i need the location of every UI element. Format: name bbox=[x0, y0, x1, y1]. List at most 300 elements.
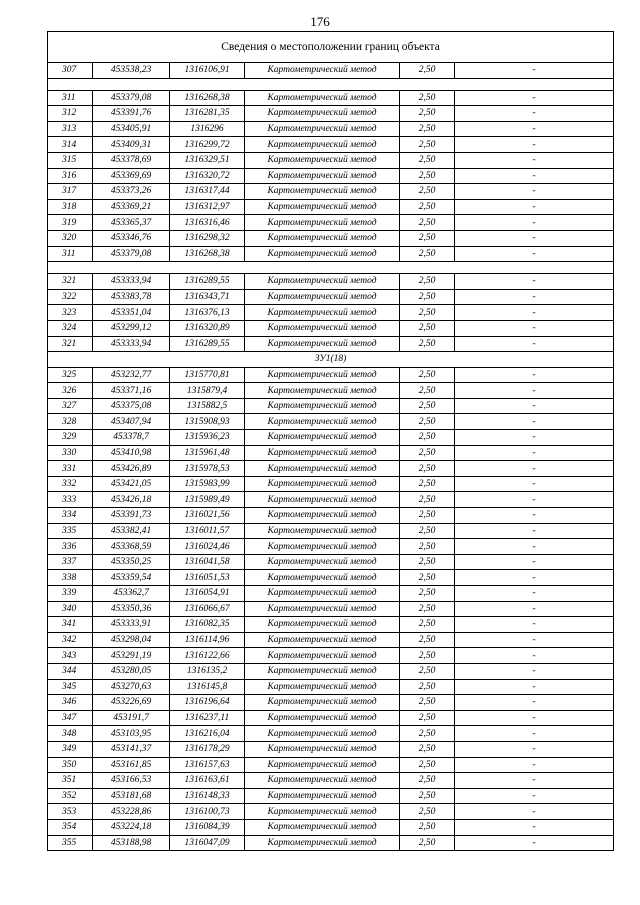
x-coordinate-cell: 453410,98 bbox=[93, 445, 170, 461]
x-coordinate-cell: 453407,94 bbox=[93, 414, 170, 430]
y-coordinate-cell: 1316196,64 bbox=[170, 695, 245, 711]
table-row bbox=[48, 539, 614, 555]
point-number-cell: 340 bbox=[48, 601, 93, 617]
description-cell: - bbox=[455, 679, 614, 695]
table-row bbox=[48, 168, 614, 184]
method-cell: Картометрический метод bbox=[245, 90, 400, 106]
method-cell: Картометрический метод bbox=[245, 168, 400, 184]
y-coordinate-cell: 1316148,33 bbox=[170, 788, 245, 804]
method-cell: Картометрический метод bbox=[245, 289, 400, 305]
description-cell: - bbox=[455, 336, 614, 352]
description-cell: - bbox=[455, 773, 614, 789]
method-cell: Картометрический метод bbox=[245, 788, 400, 804]
table-row bbox=[48, 632, 614, 648]
accuracy-cell: 2,50 bbox=[400, 320, 455, 336]
accuracy-cell: 2,50 bbox=[400, 757, 455, 773]
x-coordinate-cell: 453368,59 bbox=[93, 539, 170, 555]
method-cell: Картометрический метод bbox=[245, 601, 400, 617]
y-coordinate-cell: 1316114,96 bbox=[170, 632, 245, 648]
y-coordinate-cell: 1316135,2 bbox=[170, 663, 245, 679]
x-coordinate-cell: 453379,08 bbox=[93, 246, 170, 262]
y-coordinate-cell: 1316041,58 bbox=[170, 554, 245, 570]
y-coordinate-cell: 1316216,04 bbox=[170, 726, 245, 742]
table-row bbox=[48, 773, 614, 789]
point-number-cell: 353 bbox=[48, 804, 93, 820]
point-number-cell: 342 bbox=[48, 632, 93, 648]
y-coordinate-cell: 1316320,89 bbox=[170, 320, 245, 336]
method-cell: Картометрический метод bbox=[245, 679, 400, 695]
point-number-cell: 314 bbox=[48, 137, 93, 153]
description-cell: - bbox=[455, 274, 614, 290]
method-cell: Картометрический метод bbox=[245, 835, 400, 851]
accuracy-cell: 2,50 bbox=[400, 289, 455, 305]
x-coordinate-cell: 453346,76 bbox=[93, 230, 170, 246]
y-coordinate-cell: 1316163,61 bbox=[170, 773, 245, 789]
accuracy-cell: 2,50 bbox=[400, 617, 455, 633]
point-number-cell: 307 bbox=[48, 63, 93, 79]
method-cell: Картометрический метод bbox=[245, 492, 400, 508]
y-coordinate-cell: 1316051,53 bbox=[170, 570, 245, 586]
description-cell: - bbox=[455, 741, 614, 757]
y-coordinate-cell: 1316084,39 bbox=[170, 819, 245, 835]
description-cell: - bbox=[455, 788, 614, 804]
y-coordinate-cell: 1315989,49 bbox=[170, 492, 245, 508]
x-coordinate-cell: 453362,7 bbox=[93, 586, 170, 602]
point-number-cell: 328 bbox=[48, 414, 93, 430]
table-row bbox=[48, 305, 614, 321]
point-number-cell: 352 bbox=[48, 788, 93, 804]
description-cell: - bbox=[455, 476, 614, 492]
description-cell: - bbox=[455, 663, 614, 679]
table-row bbox=[48, 289, 614, 305]
accuracy-cell: 2,50 bbox=[400, 414, 455, 430]
table-row bbox=[48, 586, 614, 602]
x-coordinate-cell: 453333,94 bbox=[93, 274, 170, 290]
x-coordinate-cell: 453291,19 bbox=[93, 648, 170, 664]
method-cell: Картометрический метод bbox=[245, 632, 400, 648]
description-cell: - bbox=[455, 106, 614, 122]
description-cell: - bbox=[455, 539, 614, 555]
description-cell: - bbox=[455, 617, 614, 633]
table-row bbox=[48, 445, 614, 461]
table-row bbox=[48, 246, 614, 262]
method-cell: Картометрический метод bbox=[245, 215, 400, 231]
method-cell: Картометрический метод bbox=[245, 106, 400, 122]
point-number-cell: 321 bbox=[48, 274, 93, 290]
point-number-cell: 325 bbox=[48, 367, 93, 383]
x-coordinate-cell: 453371,16 bbox=[93, 383, 170, 399]
point-number-cell: 324 bbox=[48, 320, 93, 336]
accuracy-cell: 2,50 bbox=[400, 121, 455, 137]
point-number-cell: 330 bbox=[48, 445, 93, 461]
x-coordinate-cell: 453103,95 bbox=[93, 726, 170, 742]
method-cell: Картометрический метод bbox=[245, 320, 400, 336]
description-cell: - bbox=[455, 492, 614, 508]
method-cell: Картометрический метод bbox=[245, 757, 400, 773]
x-coordinate-cell: 453382,41 bbox=[93, 523, 170, 539]
x-coordinate-cell: 453299,12 bbox=[93, 320, 170, 336]
method-cell: Картометрический метод bbox=[245, 648, 400, 664]
accuracy-cell: 2,50 bbox=[400, 523, 455, 539]
y-coordinate-cell: 1316237,11 bbox=[170, 710, 245, 726]
description-cell: - bbox=[455, 554, 614, 570]
description-cell: - bbox=[455, 90, 614, 106]
x-coordinate-cell: 453369,69 bbox=[93, 168, 170, 184]
table-row bbox=[48, 476, 614, 492]
table-row bbox=[48, 492, 614, 508]
accuracy-cell: 2,50 bbox=[400, 383, 455, 399]
description-cell: - bbox=[455, 726, 614, 742]
method-cell: Картометрический метод bbox=[245, 367, 400, 383]
y-coordinate-cell: 1316024,46 bbox=[170, 539, 245, 555]
point-number-cell: 334 bbox=[48, 508, 93, 524]
method-cell: Картометрический метод bbox=[245, 741, 400, 757]
y-coordinate-cell: 1316054,91 bbox=[170, 586, 245, 602]
point-number-cell: 345 bbox=[48, 679, 93, 695]
table-row bbox=[48, 710, 614, 726]
method-cell: Картометрический метод bbox=[245, 461, 400, 477]
x-coordinate-cell: 453181,68 bbox=[93, 788, 170, 804]
x-coordinate-cell: 453191,7 bbox=[93, 710, 170, 726]
description-cell: - bbox=[455, 523, 614, 539]
description-cell: - bbox=[455, 305, 614, 321]
accuracy-cell: 2,50 bbox=[400, 601, 455, 617]
accuracy-cell: 2,50 bbox=[400, 199, 455, 215]
description-cell: - bbox=[455, 289, 614, 305]
table-row bbox=[48, 819, 614, 835]
method-cell: Картометрический метод bbox=[245, 523, 400, 539]
x-coordinate-cell: 453359,54 bbox=[93, 570, 170, 586]
x-coordinate-cell: 453379,08 bbox=[93, 90, 170, 106]
table-row bbox=[48, 106, 614, 122]
table-row bbox=[48, 741, 614, 757]
x-coordinate-cell: 453333,91 bbox=[93, 617, 170, 633]
blank-separator-row bbox=[48, 78, 614, 90]
method-cell: Картометрический метод bbox=[245, 539, 400, 555]
y-coordinate-cell: 1316047,09 bbox=[170, 835, 245, 851]
method-cell: Картометрический метод bbox=[245, 274, 400, 290]
accuracy-cell: 2,50 bbox=[400, 398, 455, 414]
description-cell: - bbox=[455, 398, 614, 414]
table-row bbox=[48, 383, 614, 399]
accuracy-cell: 2,50 bbox=[400, 63, 455, 79]
y-coordinate-cell: 1316145,8 bbox=[170, 679, 245, 695]
y-coordinate-cell: 1316329,51 bbox=[170, 152, 245, 168]
table-header: Сведения о местоположении границ объекта bbox=[48, 32, 614, 63]
accuracy-cell: 2,50 bbox=[400, 695, 455, 711]
point-number-cell: 311 bbox=[48, 90, 93, 106]
method-cell: Картометрический метод bbox=[245, 586, 400, 602]
y-coordinate-cell: 1316316,46 bbox=[170, 215, 245, 231]
accuracy-cell: 2,50 bbox=[400, 508, 455, 524]
table-row bbox=[48, 367, 614, 383]
point-number-cell: 313 bbox=[48, 121, 93, 137]
description-cell: - bbox=[455, 63, 614, 79]
y-coordinate-cell: 1316268,38 bbox=[170, 90, 245, 106]
description-cell: - bbox=[455, 246, 614, 262]
table-row bbox=[48, 554, 614, 570]
x-coordinate-cell: 453280,05 bbox=[93, 663, 170, 679]
y-coordinate-cell: 1315961,48 bbox=[170, 445, 245, 461]
accuracy-cell: 2,50 bbox=[400, 430, 455, 446]
table-row bbox=[48, 152, 614, 168]
section-label: ЗУ1(18) bbox=[48, 352, 614, 368]
blank-separator-cell bbox=[48, 78, 614, 90]
table-row bbox=[48, 320, 614, 336]
table-row bbox=[48, 601, 614, 617]
y-coordinate-cell: 1316066,67 bbox=[170, 601, 245, 617]
table-row bbox=[48, 121, 614, 137]
description-cell: - bbox=[455, 168, 614, 184]
accuracy-cell: 2,50 bbox=[400, 137, 455, 153]
method-cell: Картометрический метод bbox=[245, 773, 400, 789]
accuracy-cell: 2,50 bbox=[400, 476, 455, 492]
accuracy-cell: 2,50 bbox=[400, 152, 455, 168]
method-cell: Картометрический метод bbox=[245, 570, 400, 586]
point-number-cell: 351 bbox=[48, 773, 93, 789]
x-coordinate-cell: 453350,36 bbox=[93, 601, 170, 617]
table-body bbox=[48, 32, 614, 851]
point-number-cell: 338 bbox=[48, 570, 93, 586]
method-cell: Картометрический метод bbox=[245, 184, 400, 200]
x-coordinate-cell: 453421,05 bbox=[93, 476, 170, 492]
method-cell: Картометрический метод bbox=[245, 508, 400, 524]
accuracy-cell: 2,50 bbox=[400, 788, 455, 804]
boundary-coordinates-table bbox=[47, 31, 614, 851]
point-number-cell: 321 bbox=[48, 336, 93, 352]
x-coordinate-cell: 453166,53 bbox=[93, 773, 170, 789]
method-cell: Картометрический метод bbox=[245, 476, 400, 492]
accuracy-cell: 2,50 bbox=[400, 445, 455, 461]
blank-separator-row bbox=[48, 262, 614, 274]
description-cell: - bbox=[455, 632, 614, 648]
accuracy-cell: 2,50 bbox=[400, 230, 455, 246]
accuracy-cell: 2,50 bbox=[400, 570, 455, 586]
description-cell: - bbox=[455, 430, 614, 446]
point-number-cell: 347 bbox=[48, 710, 93, 726]
description-cell: - bbox=[455, 184, 614, 200]
accuracy-cell: 2,50 bbox=[400, 461, 455, 477]
method-cell: Картометрический метод bbox=[245, 199, 400, 215]
method-cell: Картометрический метод bbox=[245, 554, 400, 570]
y-coordinate-cell: 1316178,29 bbox=[170, 741, 245, 757]
method-cell: Картометрический метод bbox=[245, 695, 400, 711]
accuracy-cell: 2,50 bbox=[400, 554, 455, 570]
y-coordinate-cell: 1315908,93 bbox=[170, 414, 245, 430]
table-row bbox=[48, 184, 614, 200]
x-coordinate-cell: 453378,69 bbox=[93, 152, 170, 168]
table-row bbox=[48, 461, 614, 477]
method-cell: Картометрический метод bbox=[245, 414, 400, 430]
x-coordinate-cell: 453426,89 bbox=[93, 461, 170, 477]
accuracy-cell: 2,50 bbox=[400, 741, 455, 757]
accuracy-cell: 2,50 bbox=[400, 106, 455, 122]
description-cell: - bbox=[455, 152, 614, 168]
point-number-cell: 355 bbox=[48, 835, 93, 851]
description-cell: - bbox=[455, 804, 614, 820]
point-number-cell: 343 bbox=[48, 648, 93, 664]
x-coordinate-cell: 453409,31 bbox=[93, 137, 170, 153]
table-row bbox=[48, 726, 614, 742]
description-cell: - bbox=[455, 320, 614, 336]
point-number-cell: 327 bbox=[48, 398, 93, 414]
accuracy-cell: 2,50 bbox=[400, 168, 455, 184]
point-number-cell: 339 bbox=[48, 586, 93, 602]
accuracy-cell: 2,50 bbox=[400, 274, 455, 290]
method-cell: Картометрический метод bbox=[245, 430, 400, 446]
point-number-cell: 344 bbox=[48, 663, 93, 679]
x-coordinate-cell: 453224,18 bbox=[93, 819, 170, 835]
method-cell: Картометрический метод bbox=[245, 63, 400, 79]
description-cell: - bbox=[455, 819, 614, 835]
y-coordinate-cell: 1316289,55 bbox=[170, 336, 245, 352]
table-header-row bbox=[48, 32, 614, 63]
description-cell: - bbox=[455, 601, 614, 617]
point-number-cell: 329 bbox=[48, 430, 93, 446]
y-coordinate-cell: 1316100,73 bbox=[170, 804, 245, 820]
y-coordinate-cell: 1316106,91 bbox=[170, 63, 245, 79]
description-cell: - bbox=[455, 367, 614, 383]
description-cell: - bbox=[455, 757, 614, 773]
method-cell: Картометрический метод bbox=[245, 398, 400, 414]
point-number-cell: 346 bbox=[48, 695, 93, 711]
description-cell: - bbox=[455, 199, 614, 215]
y-coordinate-cell: 1316268,38 bbox=[170, 246, 245, 262]
method-cell: Картометрический метод bbox=[245, 804, 400, 820]
x-coordinate-cell: 453378,7 bbox=[93, 430, 170, 446]
point-number-cell: 337 bbox=[48, 554, 93, 570]
x-coordinate-cell: 453188,98 bbox=[93, 835, 170, 851]
accuracy-cell: 2,50 bbox=[400, 184, 455, 200]
page-number: 176 bbox=[310, 14, 330, 29]
method-cell: Картометрический метод bbox=[245, 305, 400, 321]
table-row bbox=[48, 788, 614, 804]
accuracy-cell: 2,50 bbox=[400, 726, 455, 742]
accuracy-cell: 2,50 bbox=[400, 679, 455, 695]
y-coordinate-cell: 1316296 bbox=[170, 121, 245, 137]
method-cell: Картометрический метод bbox=[245, 617, 400, 633]
accuracy-cell: 2,50 bbox=[400, 90, 455, 106]
method-cell: Картометрический метод bbox=[245, 710, 400, 726]
table-row bbox=[48, 63, 614, 79]
point-number-cell: 320 bbox=[48, 230, 93, 246]
description-cell: - bbox=[455, 508, 614, 524]
accuracy-cell: 2,50 bbox=[400, 663, 455, 679]
x-coordinate-cell: 453391,73 bbox=[93, 508, 170, 524]
method-cell: Картометрический метод bbox=[245, 445, 400, 461]
point-number-cell: 319 bbox=[48, 215, 93, 231]
table-row bbox=[48, 137, 614, 153]
accuracy-cell: 2,50 bbox=[400, 336, 455, 352]
method-cell: Картометрический метод bbox=[245, 230, 400, 246]
table-row bbox=[48, 430, 614, 446]
method-cell: Картометрический метод bbox=[245, 121, 400, 137]
y-coordinate-cell: 1316343,71 bbox=[170, 289, 245, 305]
point-number-cell: 349 bbox=[48, 741, 93, 757]
description-cell: - bbox=[455, 648, 614, 664]
table-row bbox=[48, 570, 614, 586]
table-row bbox=[48, 336, 614, 352]
description-cell: - bbox=[455, 383, 614, 399]
table-row bbox=[48, 274, 614, 290]
x-coordinate-cell: 453350,25 bbox=[93, 554, 170, 570]
table-row bbox=[48, 230, 614, 246]
y-coordinate-cell: 1316082,35 bbox=[170, 617, 245, 633]
y-coordinate-cell: 1316376,13 bbox=[170, 305, 245, 321]
description-cell: - bbox=[455, 215, 614, 231]
blank-separator-cell bbox=[48, 262, 614, 274]
point-number-cell: 312 bbox=[48, 106, 93, 122]
table-row bbox=[48, 398, 614, 414]
accuracy-cell: 2,50 bbox=[400, 648, 455, 664]
x-coordinate-cell: 453365,37 bbox=[93, 215, 170, 231]
accuracy-cell: 2,50 bbox=[400, 835, 455, 851]
point-number-cell: 341 bbox=[48, 617, 93, 633]
point-number-cell: 323 bbox=[48, 305, 93, 321]
accuracy-cell: 2,50 bbox=[400, 305, 455, 321]
table-row bbox=[48, 617, 614, 633]
x-coordinate-cell: 453270,63 bbox=[93, 679, 170, 695]
description-cell: - bbox=[455, 461, 614, 477]
description-cell: - bbox=[455, 710, 614, 726]
description-cell: - bbox=[455, 230, 614, 246]
table-row bbox=[48, 523, 614, 539]
point-number-cell: 315 bbox=[48, 152, 93, 168]
accuracy-cell: 2,50 bbox=[400, 819, 455, 835]
description-cell: - bbox=[455, 835, 614, 851]
y-coordinate-cell: 1316312,97 bbox=[170, 199, 245, 215]
table-row bbox=[48, 663, 614, 679]
point-number-cell: 333 bbox=[48, 492, 93, 508]
accuracy-cell: 2,50 bbox=[400, 632, 455, 648]
point-number-cell: 331 bbox=[48, 461, 93, 477]
point-number-cell: 335 bbox=[48, 523, 93, 539]
table-row bbox=[48, 648, 614, 664]
x-coordinate-cell: 453161,85 bbox=[93, 757, 170, 773]
x-coordinate-cell: 453298,04 bbox=[93, 632, 170, 648]
point-number-cell: 348 bbox=[48, 726, 93, 742]
table-row bbox=[48, 695, 614, 711]
point-number-cell: 311 bbox=[48, 246, 93, 262]
x-coordinate-cell: 453538,23 bbox=[93, 63, 170, 79]
accuracy-cell: 2,50 bbox=[400, 367, 455, 383]
y-coordinate-cell: 1316298,32 bbox=[170, 230, 245, 246]
method-cell: Картометрический метод bbox=[245, 246, 400, 262]
point-number-cell: 332 bbox=[48, 476, 93, 492]
point-number-cell: 350 bbox=[48, 757, 93, 773]
table-row bbox=[48, 508, 614, 524]
y-coordinate-cell: 1315770,81 bbox=[170, 367, 245, 383]
y-coordinate-cell: 1315882,5 bbox=[170, 398, 245, 414]
point-number-cell: 336 bbox=[48, 539, 93, 555]
description-cell: - bbox=[455, 445, 614, 461]
method-cell: Картометрический метод bbox=[245, 726, 400, 742]
y-coordinate-cell: 1315879,4 bbox=[170, 383, 245, 399]
table-row bbox=[48, 757, 614, 773]
x-coordinate-cell: 453426,18 bbox=[93, 492, 170, 508]
y-coordinate-cell: 1316299,72 bbox=[170, 137, 245, 153]
section-label-row bbox=[48, 352, 614, 368]
accuracy-cell: 2,50 bbox=[400, 586, 455, 602]
accuracy-cell: 2,50 bbox=[400, 773, 455, 789]
method-cell: Картометрический метод bbox=[245, 137, 400, 153]
x-coordinate-cell: 453369,21 bbox=[93, 199, 170, 215]
method-cell: Картометрический метод bbox=[245, 152, 400, 168]
y-coordinate-cell: 1316320,72 bbox=[170, 168, 245, 184]
x-coordinate-cell: 453141,37 bbox=[93, 741, 170, 757]
x-coordinate-cell: 453228,86 bbox=[93, 804, 170, 820]
y-coordinate-cell: 1316317,44 bbox=[170, 184, 245, 200]
